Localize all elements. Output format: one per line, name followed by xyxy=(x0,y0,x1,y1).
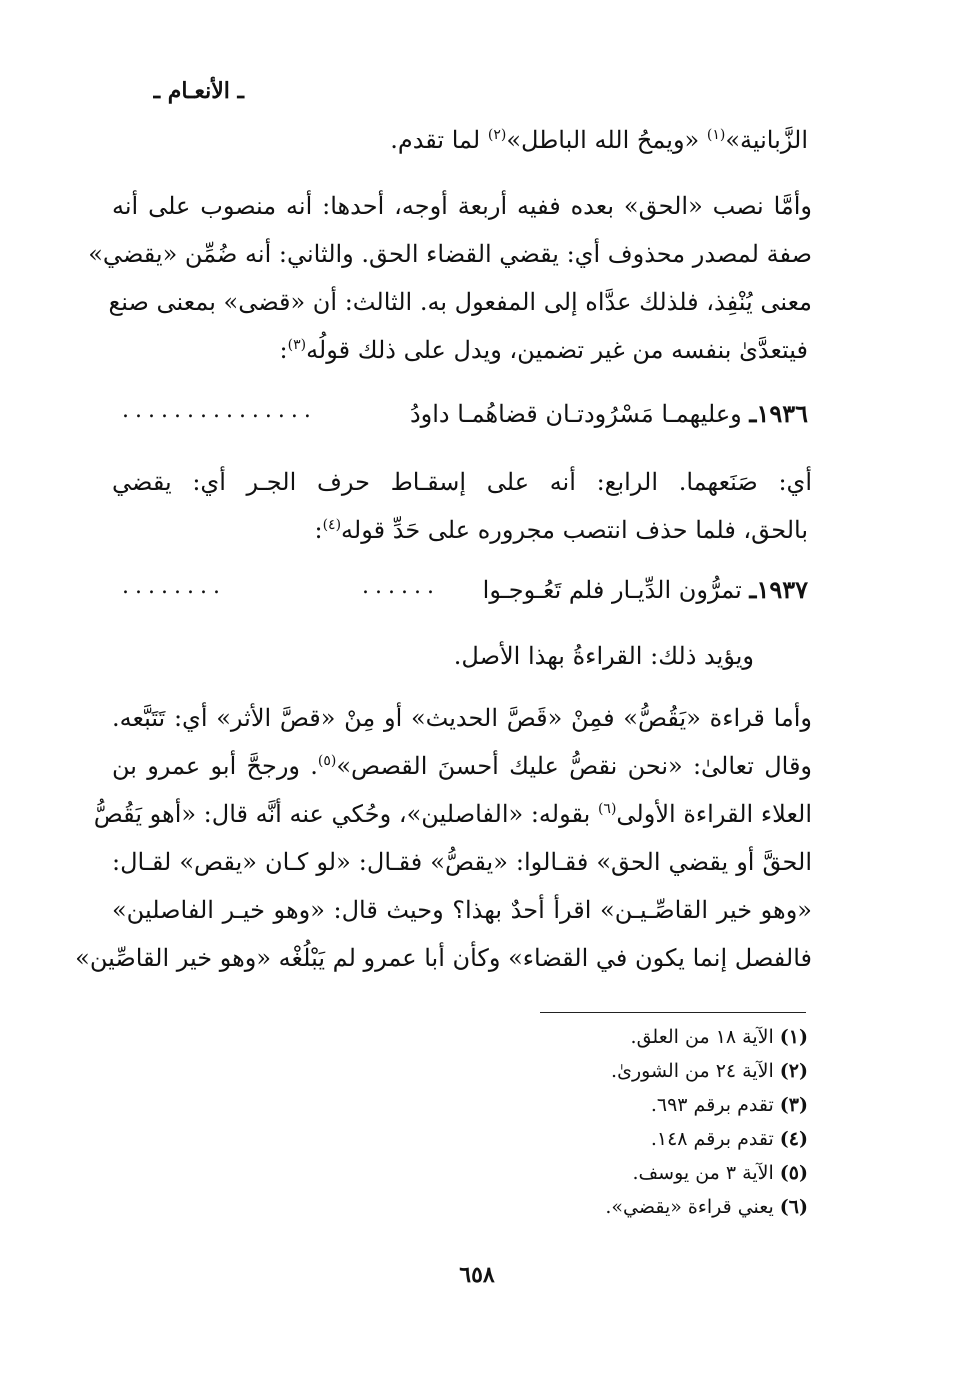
verse-ellipsis: ............... xyxy=(122,398,317,423)
text-segment: بالحق، فلما حذف انتصب مجروره على حَدِّ قوله xyxy=(341,516,808,544)
paragraph-2-line-1: وأمَّا نصب «الحق» بعده ففيه أربعة أوجه، أحدها: أنه منصوب على أنه xyxy=(112,192,812,220)
paragraph-5-line-2 xyxy=(112,750,812,782)
footnote-text: يعني قراءة «يقضي». xyxy=(605,1196,780,1218)
footnote-6 xyxy=(605,1194,808,1220)
footnote-3 xyxy=(651,1092,808,1118)
footnote-text: الآية ٣ من يوسف. xyxy=(632,1162,780,1184)
footnote-number: (١) xyxy=(779,1026,808,1048)
text-segment: لما تقدم. xyxy=(390,126,488,154)
text-segment: : xyxy=(279,336,288,364)
footnote-2 xyxy=(611,1058,808,1084)
footnote-ref-3: (٣) xyxy=(287,337,307,353)
footnote-ref-1: (١) xyxy=(706,127,726,143)
footnote-text: الآية ١٨ من العلق. xyxy=(630,1026,780,1048)
paragraph-2-line-3: معنى يُنْفِذ، فلذلك عدَّاه إلى المفعول به. الثالث: أن «قضى» بمعنى صنع xyxy=(108,288,812,316)
footnote-number: (٤) xyxy=(779,1128,808,1150)
footnote-number: (٥) xyxy=(779,1162,808,1184)
verse-text: وعليهمـا مَسْرُودتـان قضاهُمـا داودُ xyxy=(409,400,750,428)
footnote-number: (٣) xyxy=(779,1094,808,1116)
paragraph-2-line-2: صفة لمصدر محذوف أي: يقضي القضاء الحق. والثاني: أنه ضُمِّن «يقضي» xyxy=(88,240,812,268)
paragraph-5-line-6: فالفصل إنما يكون في القضاء» وكأن أبا عمرو لم يَبْلُغْه «وهو خير القاصِّين» xyxy=(75,944,812,972)
text-segment: فيتعدَّىٰ بنفسه من غير تضمين، ويدل على ذلك قولُه xyxy=(306,336,808,364)
paragraph-1-line xyxy=(390,124,808,156)
footnote-divider xyxy=(540,1012,806,1013)
verse-number: ١٩٣٦ـ xyxy=(749,399,808,428)
page-number: ٦٥٨ xyxy=(459,1262,495,1288)
text-segment: بقوله: «الفاصلين»، وحُكي عنه أنَّه قال: «أهو يَقُصُّ xyxy=(93,800,598,828)
paragraph-5-line-4: الحقَّ أو يقضي الحق» فقـالوا: «يقصُّ» فقـال: «لو كـان «يقص» لقـال: xyxy=(112,848,812,876)
footnote-ref-5: (٥) xyxy=(317,753,337,769)
paragraph-5-line-5: «وهو خير القاصِّـيـن» اقرأ أحدٌ بهذا؟ وحيث قال: «وهو خيـر الفاصلين» xyxy=(112,896,812,924)
text-segment: : xyxy=(314,516,323,544)
paragraph-5-line-1: وأما قراءة «يَقُصُّ» فمِنْ «قَصَّ الحديث» أو مِنْ «قصَّ الأثر» أي: تَتَبَّعه. xyxy=(112,704,813,732)
text-segment: العلاء القراءة الأولى xyxy=(616,800,812,828)
footnote-text: الآية ٢٤ من الشورىٰ. xyxy=(611,1060,780,1082)
text-segment: «ويمحُ الله الباطل» xyxy=(506,126,707,154)
footnote-5 xyxy=(632,1160,808,1186)
footnote-text: تقدم برقم ٦٩٣. xyxy=(650,1094,780,1116)
footnote-1 xyxy=(631,1024,808,1050)
verse-ellipsis-right: ...... xyxy=(362,574,440,599)
verse-ellipsis-left: ........ xyxy=(122,574,226,599)
footnote-number: (٢) xyxy=(779,1060,808,1082)
verse-1936 xyxy=(410,398,808,430)
footnote-ref-4: (٤) xyxy=(322,517,342,533)
verse-1937 xyxy=(483,574,808,606)
footnote-ref-6: (٦) xyxy=(597,801,617,817)
footnote-number: (٦) xyxy=(779,1196,808,1218)
text-segment: . ورجحَّ أبو عمرو بن xyxy=(112,752,318,780)
text-segment: الزَّبانية» xyxy=(725,126,808,154)
paragraph-4-line: ويؤيد ذلك: القراءةُ بهذا الأصل. xyxy=(453,642,754,670)
paragraph-2-line-4 xyxy=(280,334,809,366)
verse-text: تمرُّون الدِّيـار فلم تَعُـوجـوا xyxy=(482,576,750,604)
text-segment: وقال تعالىٰ: «نحن نقصُّ عليك أحسنَ القصص» xyxy=(336,752,813,780)
running-header: ـ الأنعـام ـ xyxy=(153,78,244,104)
paragraph-3-line-1: أي: صَنَعهما. الرابع: أنه على إسقـاط حرف الجـر أي: يقضي xyxy=(112,468,812,496)
footnote-text: تقدم برقم ١٤٨. xyxy=(650,1128,780,1150)
footnote-ref-2: (٢) xyxy=(487,127,507,143)
paragraph-5-line-3 xyxy=(93,798,812,830)
verse-number: ١٩٣٧ـ xyxy=(749,575,808,604)
paragraph-3-line-2 xyxy=(314,514,808,546)
footnote-4 xyxy=(651,1126,808,1152)
